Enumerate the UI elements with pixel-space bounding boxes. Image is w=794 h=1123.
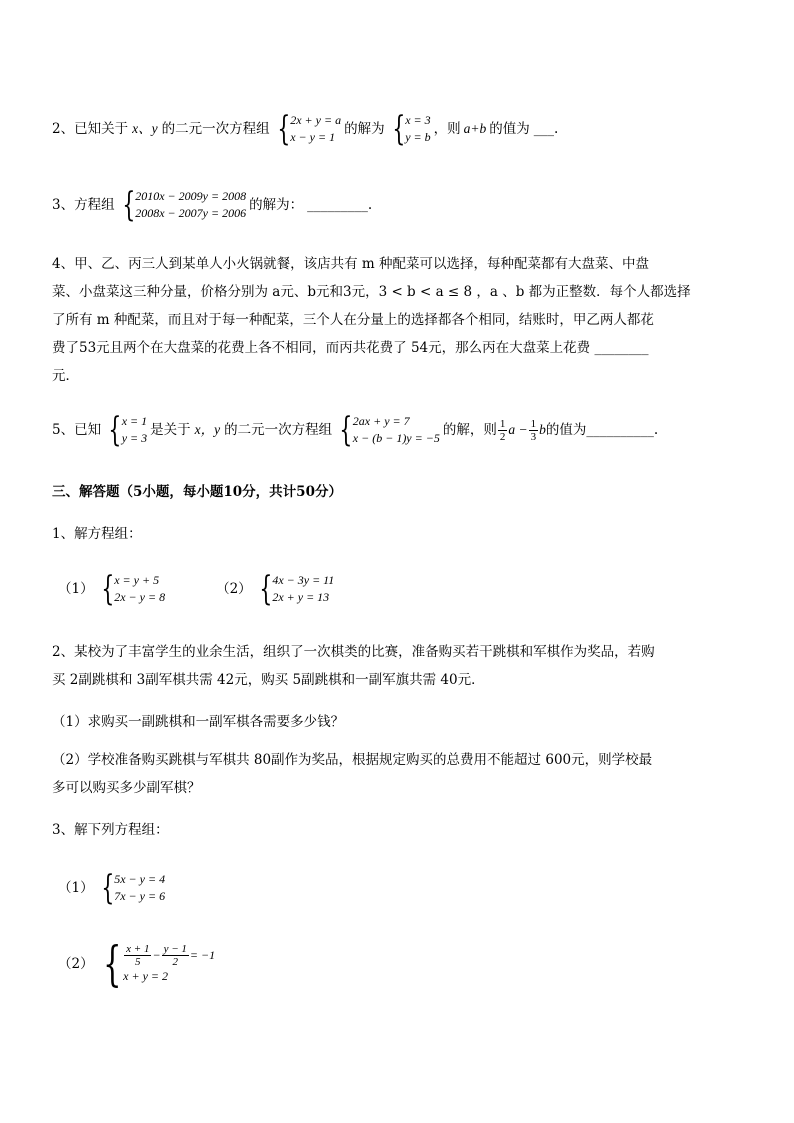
s2-line: 买 2副跳棋和 3副军棋共需 42元，购买 5副跳棋和一副军旗共需 40元． bbox=[52, 672, 485, 688]
brace-icon: { bbox=[391, 109, 405, 149]
s1-stem: 1、解方程组： bbox=[52, 526, 142, 542]
q2-pre: 已知关于 bbox=[74, 121, 129, 137]
q5-number: 5、 bbox=[52, 422, 75, 438]
q5-post: 的解，则 bbox=[442, 422, 497, 438]
s2-line: 2、某校为了丰富学生的业余生活，组织了一次棋类的比赛，准备购买若干跳棋和军棋作为奖品，若购 bbox=[52, 644, 655, 660]
s3-p2-rhs: = −1 bbox=[189, 948, 216, 962]
q3-answer-blank: _________. bbox=[307, 197, 373, 213]
brace-icon: { bbox=[100, 868, 114, 908]
q3-number: 3、 bbox=[52, 197, 75, 213]
brace-icon: { bbox=[259, 569, 272, 609]
s1-p1-system bbox=[97, 569, 166, 609]
q4-line: 菜、小盘菜这三种分量，价格分别为 a元、b元和3元，3 < b < a ≤ 8 ，a 、b 都为正整数．每个人都选择 bbox=[52, 284, 691, 300]
s2-sub2 bbox=[52, 746, 742, 802]
q5-mid2: 的二元一次方程组 bbox=[224, 422, 333, 438]
q3-sys-eq1: 2010x − 2009y = 2008 bbox=[135, 189, 247, 203]
q4-line: 4、甲、乙、丙三人到某单人小火锅就餐，该店共有 m 种配菜可以选择，每种配菜都有大盘菜、中盘 bbox=[52, 256, 649, 272]
s1-p2-eq2: 2x + y = 13 bbox=[272, 590, 330, 604]
s3-part-2 bbox=[58, 936, 218, 992]
q3-pre: 方程组 bbox=[74, 197, 115, 213]
q2-number: 2、 bbox=[52, 121, 75, 137]
s3-p2-minus: − bbox=[152, 948, 161, 962]
q3-sys-eq2: 2008x − 2007y = 2006 bbox=[135, 206, 247, 220]
q2-sys1-eq2: x − y = 1 bbox=[290, 130, 336, 144]
s2-sub2-line: （2）学校准备购买跳棋与军棋共 80副作为奖品，根据规定购买的总费用不能超过 600元，则学校最 bbox=[52, 752, 653, 768]
s2-sub1: （1）求购买一副跳棋和一副军棋各需要多少钱？ bbox=[52, 714, 345, 730]
q4-line: 费了53元且两个在大盘菜的花费上各不相同，而丙共花费了 54元，那么丙在大盘菜上花费 ________ bbox=[52, 340, 649, 356]
s1-p1-eq2: 2x − y = 8 bbox=[114, 590, 166, 604]
q5-frac2-num: 1 bbox=[530, 417, 537, 430]
brace-icon: { bbox=[121, 185, 135, 225]
q3-system bbox=[118, 185, 247, 225]
q5-fraction-2 bbox=[529, 418, 539, 443]
s3-p2-system bbox=[97, 936, 216, 992]
q5-system-1 bbox=[104, 410, 148, 450]
s3-part-1 bbox=[58, 868, 168, 908]
q2-mid: 的二元一次方程组 bbox=[161, 121, 270, 137]
question-5 bbox=[52, 410, 659, 450]
brace-icon: { bbox=[100, 569, 114, 609]
s1-p2-system bbox=[255, 569, 335, 609]
q2-post: ，则 bbox=[433, 121, 461, 137]
q2-vars: x、y bbox=[132, 121, 158, 136]
q4-line: 了所有 m 种配菜，而且对于每一种配菜，三个人在分量上的选择都各个相同，结账时，甲乙两人都花 bbox=[52, 312, 654, 328]
q4-line: 元． bbox=[52, 368, 79, 384]
q2-sys1-eq1: 2x + y = a bbox=[290, 113, 342, 127]
s1-p2-eq1: 4x − 3y = 11 bbox=[272, 573, 335, 587]
s3-p2-den1: 5 bbox=[135, 956, 141, 968]
s3-p1-eq1: 5x − y = 4 bbox=[114, 872, 166, 886]
q5-sys2-eq1: 2ax + y = 7 bbox=[352, 414, 410, 428]
q5-fraction-1 bbox=[498, 418, 508, 443]
s3-p2-label: （2） bbox=[58, 956, 94, 972]
q5-sys1-eq2: y = 3 bbox=[121, 431, 148, 445]
brace-icon: { bbox=[108, 410, 122, 450]
s1-p2-label: （2） bbox=[216, 581, 252, 597]
s1-p1-eq1: x = y + 5 bbox=[114, 573, 160, 587]
brace-icon: { bbox=[276, 109, 290, 149]
q5-frac2-den: 3 bbox=[530, 430, 537, 443]
q5-post2: 的值为 bbox=[545, 422, 587, 438]
s3-p1-eq2: 7x − y = 6 bbox=[114, 889, 166, 903]
q2-sys2-eq1: x = 3 bbox=[405, 113, 431, 127]
s3-p2-den2: 2 bbox=[172, 956, 178, 968]
q2-sys2-eq2: y = b bbox=[405, 130, 431, 144]
s1-parts bbox=[58, 569, 337, 609]
question-4 bbox=[52, 250, 742, 390]
s3-p1-system bbox=[97, 868, 166, 908]
s1-p1-label: （1） bbox=[58, 581, 94, 597]
q5-answer-blank: __________. bbox=[586, 422, 659, 438]
q5-expr-end: b bbox=[539, 422, 546, 437]
s3-p2-num2: y − 1 bbox=[163, 943, 187, 955]
q2-post2: 的值为 bbox=[489, 121, 530, 137]
q2-system-1 bbox=[273, 109, 342, 149]
s2-sub2-line: 多可以购买多少副军棋？ bbox=[52, 780, 201, 796]
q5-expr-mid: a − bbox=[508, 422, 528, 437]
q5-pre: 已知 bbox=[74, 422, 102, 438]
q2-answer-blank: ___. bbox=[533, 121, 559, 137]
brace-icon: { bbox=[102, 936, 122, 992]
s2-stem bbox=[52, 638, 742, 694]
q5-system-2 bbox=[335, 410, 440, 450]
q5-frac1-den: 2 bbox=[499, 430, 506, 443]
s3-p2-fraction-2 bbox=[162, 943, 189, 968]
question-2 bbox=[52, 109, 559, 149]
q2-expr: a+b bbox=[463, 121, 487, 136]
q5-sys2-eq2: x − (b − 1)y = −5 bbox=[352, 431, 440, 445]
s3-stem: 3、解下列方程组： bbox=[52, 822, 169, 838]
q5-vars: x，y bbox=[194, 422, 221, 437]
q5-mid: 是关于 bbox=[150, 422, 191, 438]
s3-p2-num1: x + 1 bbox=[126, 943, 150, 955]
s3-p2-eq2: x + y = 2 bbox=[123, 969, 168, 983]
q2-system-2 bbox=[388, 109, 431, 149]
q5-sys1-eq1: x = 1 bbox=[121, 414, 148, 428]
question-3 bbox=[52, 185, 373, 225]
q5-frac1-num: 1 bbox=[499, 417, 506, 430]
section-title: 三、解答题（5小题，每小题10分，共计50分） bbox=[52, 484, 342, 500]
s3-p1-label: （1） bbox=[58, 880, 94, 896]
q2-mid2: 的解为 bbox=[344, 121, 385, 137]
s3-p2-fraction-1 bbox=[124, 943, 151, 968]
q3-post: 的解为： bbox=[249, 197, 304, 213]
brace-icon: { bbox=[339, 410, 353, 450]
